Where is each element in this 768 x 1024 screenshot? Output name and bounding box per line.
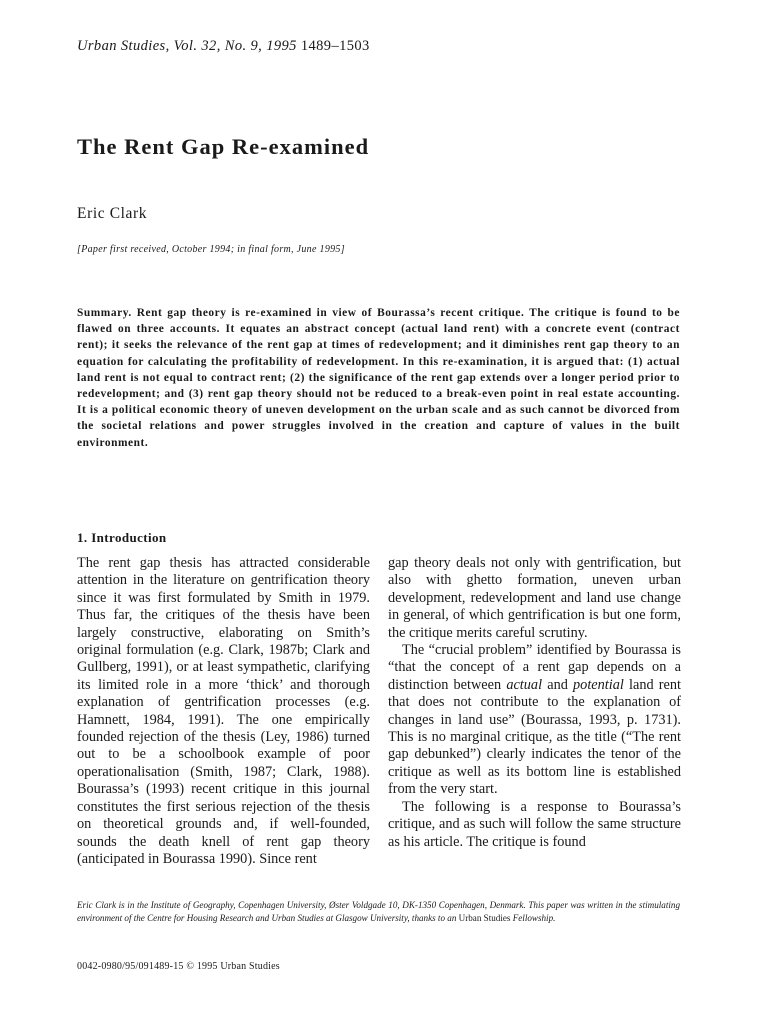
p2-emphasis-potential: potential xyxy=(573,676,624,693)
intro-paragraph-3: The following is a response to Bourassa’s critique, and as such will follow the same structure as his article. The critique is found xyxy=(388,798,681,850)
left-column xyxy=(77,555,370,868)
journal-citation xyxy=(77,38,370,55)
section-heading-introduction: 1. Introduction xyxy=(77,530,167,545)
footnote-text-a: Eric Clark is in the Institute of Geography, Copenhagen University, Øster Voldgade 10, DK-1350 Copenhagen, Denmark. This paper was written in the stimulating environment of the Centre for Housing Research and Urban Studies at Glasgow University, thanks to an xyxy=(77,900,680,924)
author-name: Eric Clark xyxy=(77,205,148,222)
right-column xyxy=(388,555,681,851)
page-range: 1489–1503 xyxy=(300,38,370,54)
summary-label: Summary. xyxy=(77,307,132,319)
p2-text-c: land rent that does not contribute to the explanation of changes in land use” (Bourassa, 1993, p. 1731). This is no marginal critique, as the title (“The rent gap debunked”) clearly indicates the tenor of the critique as well as its bottom line is established from the very start. xyxy=(388,676,682,798)
author-footnote xyxy=(77,899,680,926)
summary-text: Rent gap theory is re-examined in view of Bourassa’s recent critique. The critique is found to be flawed on three accounts. It equates an abstract concept (actual land rent) with a concrete event (contract rent); it seeks the relevance of the rent gap at times of redevelopment; and it diminishes rent gap theory to an equation for calculating the profitability of redevelopment. In this re-examination, it is argued that: (1) actual land rent is not equal to contract rent; (2) the significance of the rent gap extends over a longer period prior to redevelopment; and (3) rent gap theory should not be reduced to a break-even point in real estate accounting. It is a political economic theory of uneven development on the urban scale and as such cannot be divorced from the societal relations and power struggles involved in the creation and capture of values in the built environment. xyxy=(77,307,680,449)
article-title: The Rent Gap Re-examined xyxy=(77,134,370,159)
intro-paragraph-1: The rent gap thesis has attracted considerable attention in the literature on gentrification theory since it was first formulated by Smith in 1979. Thus far, the critiques of the thesis have been largely constructive, elaborating on Smith’s original formulation (e.g. Clark, 1987b; Clark and Gullberg, 1991), or at least sympathetic, clarifying its limited role in a more ‘thick’ and thorough explanation of gentrification processes (e.g. Hamnett, 1984, 1991). The one empirically founded rejection of the thesis (Ley, 1986) turned out to be a schoolbook example of poor operationalisation (Smith, 1987; Clark, 1988). Bourassa’s (1993) recent critique in this journal constitutes the first serious rejection of the thesis on theoretical grounds and, if well-founded, sounds the death knell of rent gap theory (anticipated in Bourassa 1990). Since rent xyxy=(77,555,370,867)
p2-emphasis-actual: actual xyxy=(506,676,543,693)
issn-copyright: 0042-0980/95/091489-15 © 1995 Urban Studies xyxy=(77,961,280,972)
p2-text-a: The “crucial problem” identified by Bourassa is “that the concept of a rent gap depends on a distinction between xyxy=(388,642,681,693)
journal-name: Urban Studies, Vol. 32, No. 9, 1995 xyxy=(77,38,297,54)
intro-paragraph-2 xyxy=(388,642,681,799)
summary-abstract xyxy=(77,305,680,451)
footnote-journal-name: Urban Studies xyxy=(458,913,511,924)
received-dates: [Paper first received, October 1994; in final form, June 1995] xyxy=(77,244,345,255)
p2-text-b: and xyxy=(547,676,568,693)
footnote-text-b: Fellowship. xyxy=(512,913,556,924)
intro-paragraph-1-continued: gap theory deals not only with gentrification, but also with ghetto formation, uneven urban development, redevelopment and land use change in general, of which gentrification is but one form, the critique merits careful scrutiny. xyxy=(388,555,681,641)
